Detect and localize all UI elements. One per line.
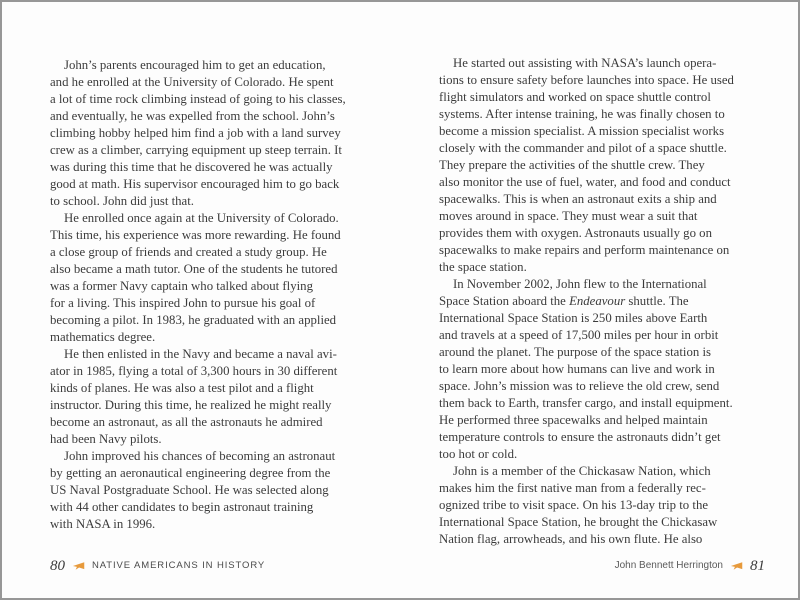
- chapter-title: John Bennett Herrington: [614, 560, 723, 571]
- text-line: John improved his chances of becoming an astronaut: [64, 449, 336, 463]
- text-line: International Space Station, he brought the Chickasaw: [439, 515, 718, 529]
- text-line: Space Station aboard the Endeavour shuttle. The: [439, 294, 689, 308]
- book-section-title: NATIVE AMERICANS IN HISTORY: [92, 560, 266, 571]
- text-line: become an astronaut, as all the astronauts he admired: [50, 415, 323, 429]
- text-line: mathematics degree.: [50, 330, 156, 344]
- text-line: International Space Station is 250 miles above Earth: [439, 311, 708, 325]
- text-line: to learn more about how humans can live and work in: [439, 362, 715, 376]
- text-line: This time, his experience was more rewarding. He found: [50, 228, 341, 242]
- text-line: In November 2002, John flew to the International: [453, 277, 707, 291]
- text-line: becoming a pilot. In 1983, he graduated with an applied: [50, 313, 337, 327]
- text-line: John is a member of the Chickasaw Nation, which: [453, 464, 711, 478]
- text-line: flight simulators and worked on space shuttle control: [439, 90, 711, 104]
- text-line: for a living. This inspired John to pursue his goal of: [50, 296, 316, 310]
- text-line: climbing hobby helped him find a job with a land survey: [50, 126, 341, 140]
- page-right-footer: [615, 557, 765, 575]
- italic-term: Endeavour: [569, 294, 626, 308]
- text-line: was a former Navy captain who talked about flying: [50, 279, 313, 293]
- paragraph: [50, 57, 366, 210]
- text-line: temperature controls to ensure the astronauts didn’t get: [439, 430, 721, 444]
- text-line: systems. After intense training, he was finally chosen to: [439, 107, 725, 121]
- text-line: by getting an aeronautical engineering degree from the: [50, 466, 331, 480]
- text-line: closely with the commander and pilot of a space shuttle.: [439, 141, 727, 155]
- text-line: was during this time that he discovered he was actually: [50, 160, 333, 174]
- text-line: kinds of planes. He was also a test pilot and a flight: [50, 381, 314, 395]
- text-line: to school. John did just that.: [50, 194, 194, 208]
- paragraph: [439, 276, 757, 463]
- page-right-text: [439, 55, 757, 548]
- page-number-left: 80: [50, 558, 65, 574]
- text-line: too hot or cold.: [439, 447, 518, 461]
- paragraph: [50, 210, 366, 346]
- text-line: become a mission specialist. A mission specialist works: [439, 124, 725, 138]
- text-line: He then enlisted in the Navy and became a naval avi-: [64, 347, 337, 361]
- text-line: also became a math tutor. One of the students he tutored: [50, 262, 338, 276]
- arrowhead-icon: [730, 561, 743, 571]
- text-line: tions to ensure safety before launches into space. He used: [439, 73, 734, 87]
- text-line: They prepare the activities of the shuttle crew. They: [439, 158, 705, 172]
- text-line: and eventually, he was expelled from the school. John’s: [50, 109, 335, 123]
- text-line: ognized tribe to visit space. On his 13-day trip to the: [439, 498, 709, 512]
- text-line: Nation flag, arrowheads, and his own flute. He also: [439, 532, 703, 546]
- text-line: good at math. His supervisor encouraged him to go back: [50, 177, 340, 191]
- text-line: also monitor the use of fuel, water, and food and conduct: [439, 175, 731, 189]
- text-line: a lot of time rock climbing instead of going to his classes,: [50, 92, 346, 106]
- text-line: around the planet. The purpose of the space station is: [439, 345, 711, 359]
- text-line: a close group of friends and created a study group. He: [50, 245, 327, 259]
- text-line: the space station.: [439, 260, 527, 274]
- page-left-footer: [50, 557, 265, 575]
- page-number-right: 81: [750, 558, 765, 574]
- text-line: had been Navy pilots.: [50, 432, 162, 446]
- paragraph: [439, 463, 757, 548]
- page-left-text: [50, 57, 366, 533]
- text-line: provides them with oxygen. Astronauts usually go on: [439, 226, 712, 240]
- text-line: with NASA in 1996.: [50, 517, 156, 531]
- text-line: US Naval Postgraduate School. He was selected along: [50, 483, 329, 497]
- text-line: moves around in space. They must wear a suit that: [439, 209, 698, 223]
- text-line: spacewalks to make repairs and perform maintenance on: [439, 243, 730, 257]
- paragraph: [439, 55, 757, 276]
- arrowhead-icon: [72, 561, 85, 571]
- text-line: He performed three spacewalks and helped maintain: [439, 413, 708, 427]
- text-line: with 44 other candidates to begin astronaut training: [50, 500, 314, 514]
- paragraph: [50, 448, 366, 533]
- text-line: and travels at a speed of 17,500 miles per hour in orbit: [439, 328, 719, 342]
- paragraph: [50, 346, 366, 448]
- text-line: spacewalks. This is when an astronaut exits a ship and: [439, 192, 717, 206]
- text-line: instructor. During this time, he realized he might really: [50, 398, 332, 412]
- text-line: makes him the first native man from a federally rec-: [439, 481, 706, 495]
- text-line: He enrolled once again at the University of Colorado.: [64, 211, 339, 225]
- text-line: space. John’s mission was to relieve the old crew, send: [439, 379, 720, 393]
- text-line: John’s parents encouraged him to get an education,: [64, 58, 326, 72]
- text-line: them back to Earth, transfer cargo, and install equipment.: [439, 396, 733, 410]
- text-line: ator in 1985, flying a total of 3,300 hours in 30 different: [50, 364, 338, 378]
- text-line: and he enrolled at the University of Colorado. He spent: [50, 75, 334, 89]
- text-line: crew as a climber, carrying equipment up steep terrain. It: [50, 143, 342, 157]
- text-line: He started out assisting with NASA’s launch opera-: [453, 56, 717, 70]
